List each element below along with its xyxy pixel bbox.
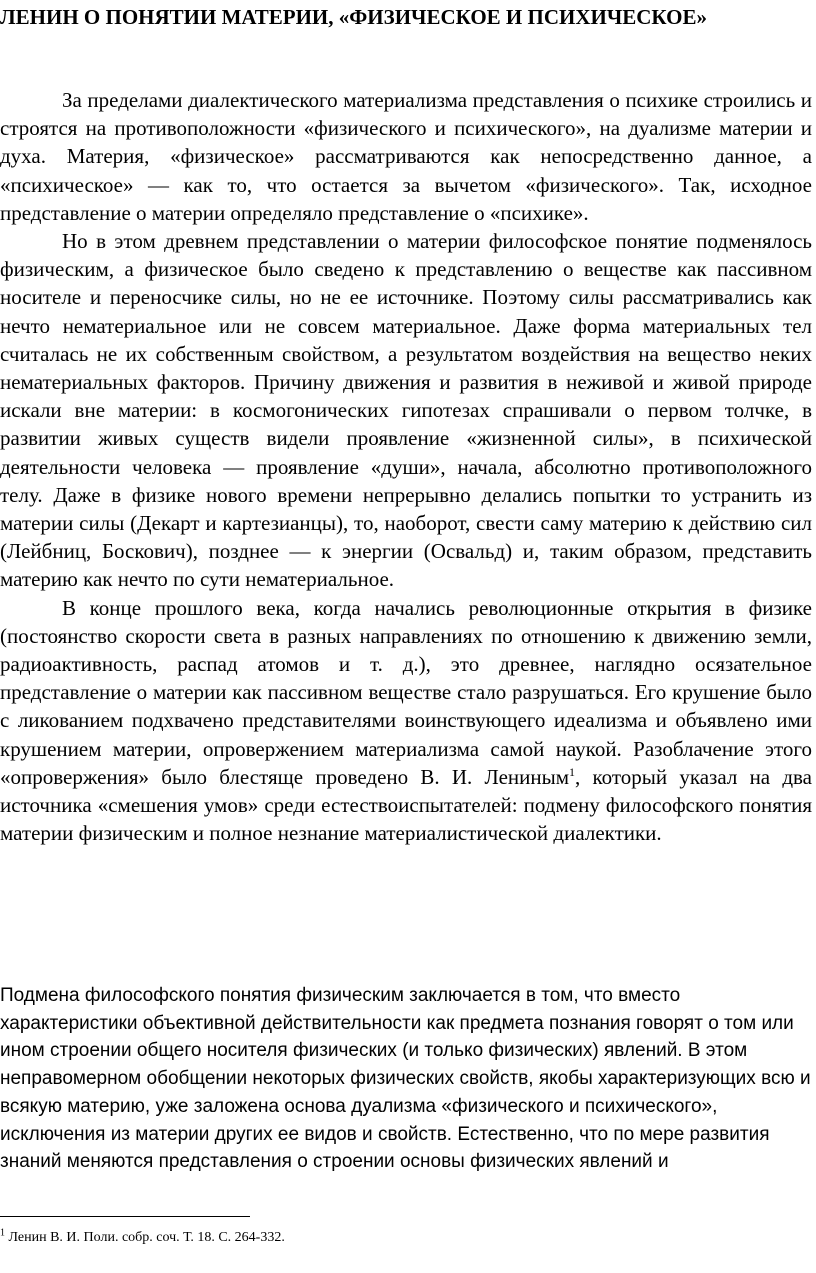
paragraph-2: Но в этом древнем представлении о материи философское понятие подменялось физическим, а физическое было сведено к представлению о веществе как пассивном носителе и переносчике силы, но не ее источнике. Поэтому силы рассматривались как нечто нематериальное или не совсем материальное. Даже форма материальных тел считалась не их собственным свойством, а результатом воздействия на вещество неких нематериальных факторов. Причину движения и развития в неживой и живой природе искали вне материи: в космогонических гипотезах спрашивали о первом толчке, в развитии живых существ видели проявление «жизненной силы», в психической деятельности человека — проявление «души», начала, абсолютно противоположного телу. Даже в физике нового времени непрерывно делались попытки то устранить из материи силы (Декарт и картезианцы), то, наоборот, свести саму материю к действию сил (Лейбниц, Боскович), позднее — к энергии (Освальд) и, таким образом, представить материю как нечто по сути нематериальное. bbox=[0, 229, 812, 592]
footnote-reference[interactable]: 1 bbox=[569, 764, 576, 779]
paragraph-3-text-before-ref: В конце прошлого века, когда начались революционные открытия в физике (постоянство скорости света в разных направлениях по отношению к движению земли, радиоактивность, распад атомов и т. д.), это древнее, наглядно осязательное представление о материи как пассивном веществе стало разрушаться. Его крушение было с ликованием подхвачено представителями воинствующего идеализма и объявлено ими крушением материи, опровержением материализма самой наукой. Разоблачение этого «опровержения» было блестяще проведено В. И. Лениным bbox=[0, 595, 812, 789]
footnote-text: Ленин В. И. Поли. собр. соч. Т. 18. С. 264-332. bbox=[5, 1230, 285, 1245]
article-body bbox=[0, 86, 812, 847]
paragraph-3 bbox=[0, 594, 812, 848]
paragraph-1: За пределами диалектического материализма представления о психике строились и строятся на противоположности «физического и психического», на дуализме материи и духа. Материя, «физическое» рассматриваются как непосредственно данное, а «психическое» — как то, что остается за вычетом «физического». Так, исходное представление о материи определяло представление о «психике». bbox=[0, 88, 812, 225]
footnote-number: 1 bbox=[0, 1227, 5, 1239]
footnote-divider bbox=[0, 1216, 250, 1217]
page-title: ЛЕНИН О ПОНЯТИИ МАТЕРИИ, «ФИЗИЧЕСКОЕ И ПСИХИЧЕСКОЕ» bbox=[0, 5, 707, 29]
paragraph-3-text-after-ref: , который указал на два источника «смешения умов» среди естествоиспытателей: подмену философского понятия материи физическим и полное незнание материалистической диалектики. bbox=[0, 764, 812, 846]
footnote bbox=[0, 1227, 800, 1246]
paragraph-4: Подмена философского понятия физическим заключается в том, что вместо характеристики объективной действительности как предмета познания говорят о том или ином строении общего носителя физических (и только физических) явлений. В этом неправомерном обобщении некоторых физических свойств, якобы характеризующих всю и всякую материю, уже заложена основа дуализма «физического и психического», исключения из материи других ее видов и свойств. Естественно, что по мере развития знаний меняются представления о строении основы физических явлений и bbox=[0, 985, 811, 1173]
